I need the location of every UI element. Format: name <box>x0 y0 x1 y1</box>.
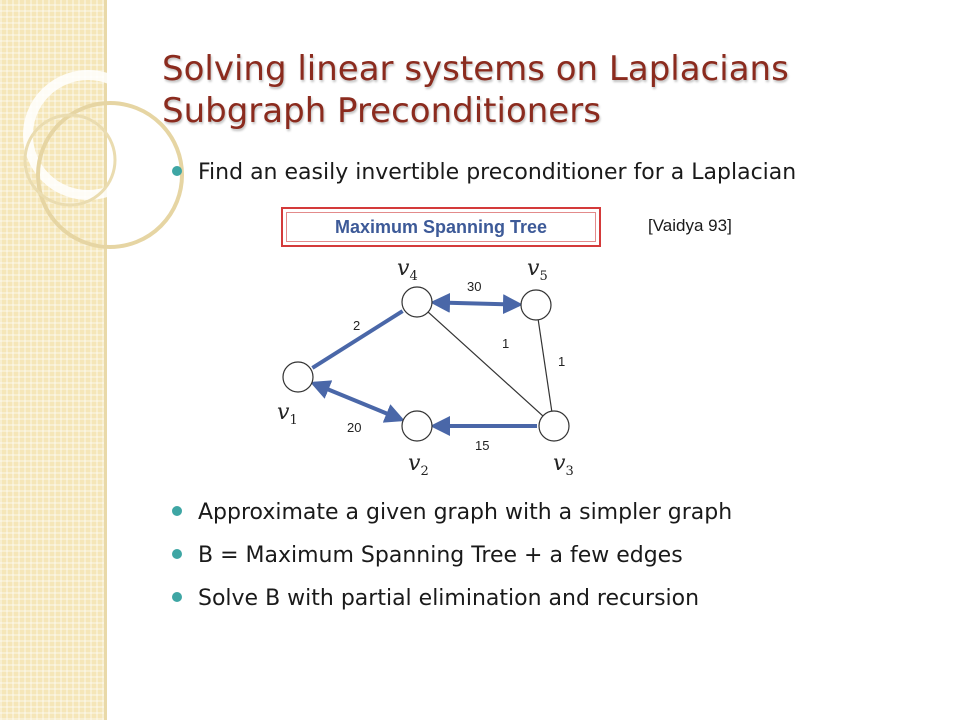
node-label-v5 <box>527 256 548 284</box>
edge-weight-label: 1 <box>558 354 566 369</box>
graph-node-v2 <box>402 411 432 441</box>
citation: [Vaidya 93] <box>648 216 732 235</box>
title-line-1: Solving linear systems on Laplacians <box>162 49 789 89</box>
edge-v1-v2 <box>314 383 402 419</box>
bullet-text: Approximate a given graph with a simpler graph <box>198 500 733 525</box>
edge-weight-label: 30 <box>467 279 482 294</box>
bullet-text: B = Maximum Spanning Tree + a few edges <box>198 543 683 568</box>
node-label-sub: 1 <box>289 413 298 428</box>
graph-node-v1 <box>283 362 313 392</box>
bullet-text: Find an easily invertible preconditioner for a Laplacian <box>198 160 797 185</box>
node-label-base: v <box>527 256 540 281</box>
node-label-sub: 3 <box>565 464 574 479</box>
mst-label: Maximum Spanning Tree <box>334 216 548 237</box>
node-label-base: v <box>553 451 566 476</box>
node-label-v4 <box>397 256 418 284</box>
edge-v5-v3 <box>538 320 552 411</box>
graph-node-v3 <box>539 411 569 441</box>
node-label-v2 <box>408 451 429 479</box>
node-label-v3 <box>553 451 574 479</box>
node-label-base: v <box>277 400 290 425</box>
bullet-text: Solve B with partial elimination and recursion <box>198 586 700 611</box>
edge-weight-label: 20 <box>347 420 362 435</box>
node-label-sub: 4 <box>409 269 418 284</box>
node-label-sub: 2 <box>420 464 429 479</box>
title-line-2: Subgraph Preconditioners <box>162 91 601 131</box>
node-label-base: v <box>408 451 421 476</box>
edge-weight-label: 2 <box>353 318 361 333</box>
edge-v4-v5 <box>434 302 519 304</box>
graph-node-v5 <box>521 290 551 320</box>
node-label-base: v <box>397 256 410 281</box>
edge-v4-v3 <box>428 312 543 416</box>
node-label-v1 <box>277 400 298 428</box>
graph-node-v4 <box>402 287 432 317</box>
node-label-sub: 5 <box>539 269 548 284</box>
edge-weight-label: 15 <box>475 438 490 453</box>
edge-weight-label: 1 <box>502 336 510 351</box>
